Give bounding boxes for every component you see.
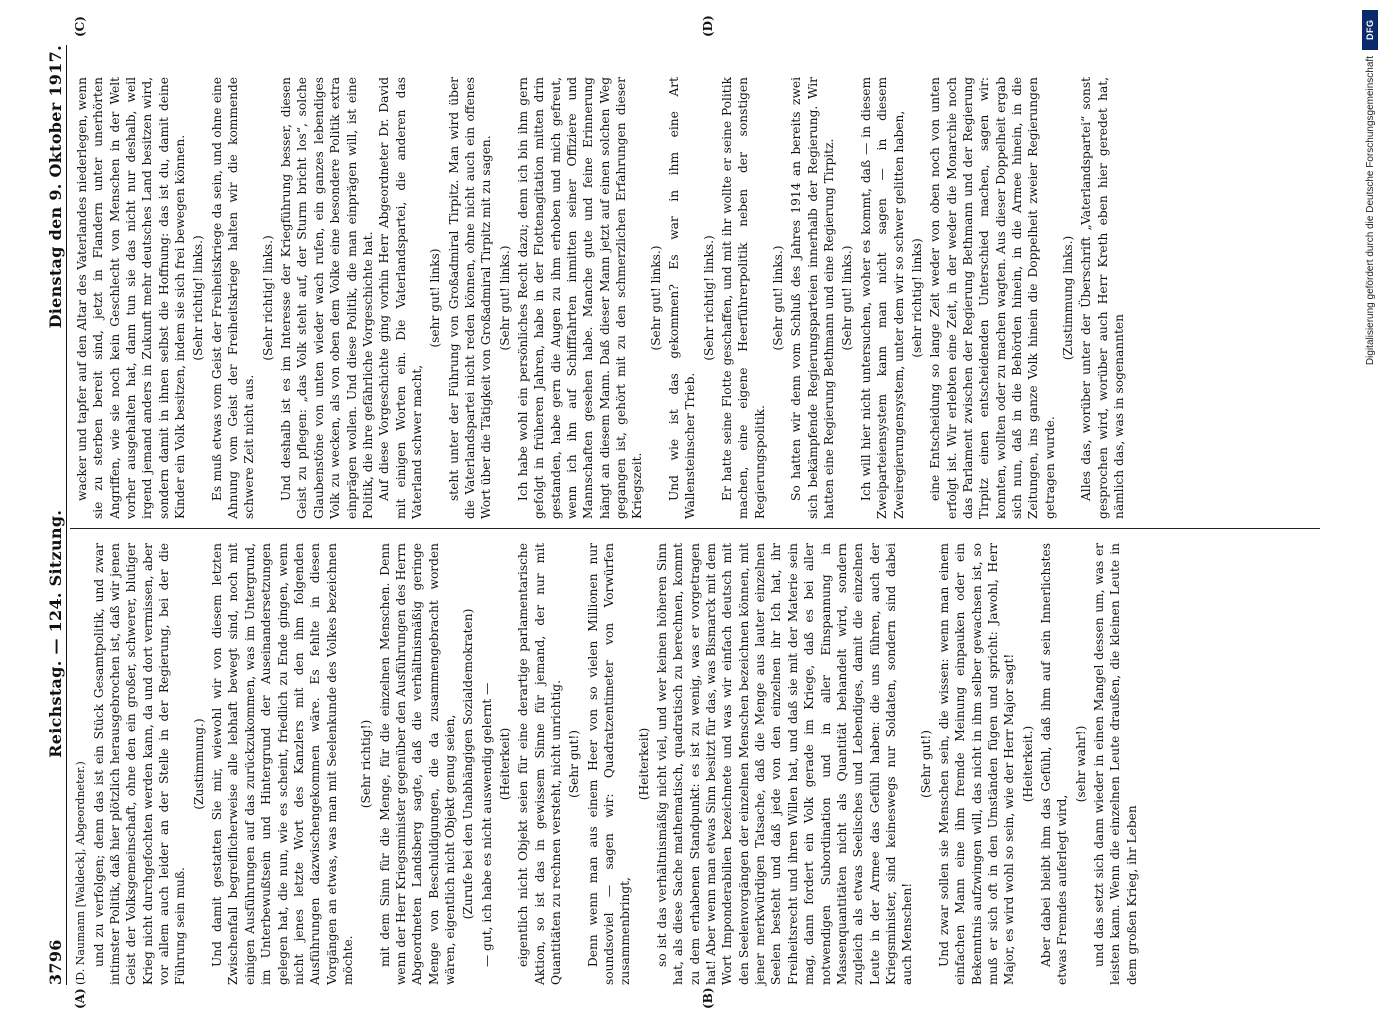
right-column — [74, 77, 1127, 519]
text-paragraph: Ich habe wohl ein persönliches Recht dazu; denn ich bin ihm gern gefolgt in früheren Jahren, habe in der Flottenagitation mitten drin gestanden, habe gern die Augen zu ihm erhoben und mich gefreut, wenn ich ihn auf Schifffahrten inmitten seiner Offiziere und Mannschaften gesehen habe. Manche gute und feine Erinnerung hängt an diesem Mann. Daß dieser Mann jetzt auf einen solchen Weg gegangen ist, gehört mit zu den schmerzlichen Erfahrungen dieser Kriegszeit. — [515, 77, 646, 519]
left-column — [74, 543, 1140, 985]
text-paragraph: Alles das, worüber unter der Überschrift „Vaterlandspartei“ sonst gesprochen wird, worüber auch Herr Kreth eben hier geredet hat, nämlich das, was in sogenannten — [1078, 77, 1127, 519]
reaction-note: (Sehr gut! links.) — [648, 77, 664, 519]
page-header — [40, 45, 67, 985]
reaction-note: (Zurufe bei den Unabhängigen Sozialdemokraten) — [460, 543, 476, 985]
text-paragraph: Und deshalb ist es im Interesse der Kriegführung besser, diesen Geist zu pflegen: „das Volk steht auf, der Sturm bricht los“, solche Glaubenstöne von unten wieder wach rufen, ein ganzes lebendiges Volk zu wecken, als von oben dem Volke eine besondere Politik extra einprägen wollen. Und diese Politik, die man einprägen will, ist eine Politik, die ihre gefährliche Vorgeschichte hat. — [278, 77, 376, 519]
text-paragraph: Und wie ist das gekommen? Es war in ihm eine Art Wallensteinscher Trieb. — [666, 77, 699, 519]
text-paragraph: eine Entscheidung so lange Zeit weder von oben noch von unten erfolgt ist. Wir erlebten eine Zeit, in der weder die Monarchie noch das Parlament zwischen der Regierung Bethmann und der Regierung Tirpitz einen entscheidenden Unterschied machen, sagen wir: konnten, wollten oder zu machen wagten. Aus dieser Doppelheit ergab sich nun, daß in die Behörden hinein, in die Armee hinein, in die Zeitungen, ins ganze Volk hinein die Doppelheit zweier Regierungen getragen wurde. — [927, 77, 1058, 519]
side-credit — [1361, 10, 1379, 990]
reaction-note: (sehr wahr!) — [1073, 543, 1089, 985]
text-paragraph: und zu verfolgen; denn das ist ein Stück Gesamtpolitik, und zwar intimster Politik, daß hier plötzlich herausgebrochen ist, daß wir jenen Geist der Volksgemeinschaft, ohne den ein großer, schwerer, blutiger Krieg nicht durchgefochten werden kann, da und dort vermissen, aber vor allem auch leider an der Stelle in der Regierung, bei der die Führung sein muß. — [91, 543, 189, 985]
reaction-note: (Sehr gut! links.) — [497, 77, 513, 519]
speaker-line: (D. Naumann [Waldeck], Abgeordneter.) — [74, 543, 89, 985]
reaction-note: (Sehr gut! links.) — [839, 77, 855, 519]
reaction-note: (Heiterkeit) — [497, 543, 513, 985]
margin-mark-d: (D) — [700, 15, 716, 37]
margin-mark-c: (C) — [72, 16, 88, 37]
reaction-note: (Heiterkeit) — [636, 543, 652, 985]
reaction-note: (Sehr gut!) — [566, 543, 582, 985]
page-number: 3796 — [45, 939, 66, 985]
reaction-note: (sehr gut! links) — [427, 77, 443, 519]
dfg-logo: DFG — [1362, 10, 1378, 50]
reaction-note: (Zustimmung.) — [191, 543, 207, 985]
text-paragraph: so ist das verhältnismäßig nicht viel, und wer keinen höheren Sinn hat, als diese Sache mathematisch, quadratisch zu berechnen, kommt zu dem erhabenen Standpunkt: es ist zu wenig, was er vorgetragen hat! Aber wenn man etwas Sinn besitzt für das, was Bismarck mit dem Wort Imponderabilien bezeichnete und was wir einfach deutsch mit den Seelenvorgängen der einzelnen Menschen bezeichnen können, mit jener merkwürdigen Tatsache, daß die Menge aus lauter einzelnen Seelen besteht und daß jede von den einzelnen ihr Ich hat, ihr Freiheitsrecht und ihren Willen hat, und daß sie mit der Materie sein mag, dann fordert ein Volk gerade im Kriege, daß es bei aller notwendigen Subordination und in aller Einspannung in Massenquantitäten nicht als Quantität behandelt wird, sondern zugleich als etwas Seelisches und Lebendiges, damit die einzelnen Leute in der Armee das Gefühl haben: die uns führen, auch der Kriegsminister, sind keineswegs nur Soldaten, sondern sind dabei auch Menschen! — [654, 543, 916, 985]
text-paragraph: So hatten wir denn vom Schluß des Jahres 1914 an bereits zwei sich bekämpfende Regierungsparteien innerhalb der Regierung. Wir hatten eine Regierung Bethmann und eine Regierung Tirpitz. — [788, 77, 837, 519]
reaction-note: (Sehr gut!) — [918, 543, 934, 985]
reaction-note: (Sehr richtig!) — [358, 543, 374, 985]
text-paragraph: — gut, ich habe es nicht auswendig gelernt — — [479, 543, 495, 985]
margin-mark-a: (A) — [72, 988, 88, 1009]
reaction-note: (Heiterkeit.) — [1020, 543, 1036, 985]
column-divider — [70, 528, 1320, 529]
margin-mark-b: (B) — [700, 988, 716, 1009]
text-paragraph: Er hatte seine Flotte geschaffen, und mit ihr wollte er seine Politik machen, eine eigene Heerführerpolitik neben der sonstigen Regierungspolitik. — [719, 77, 768, 519]
text-paragraph: mit dem Sinn für die Menge, für die einzelnen Menschen. Denn wenn der Herr Kriegsminister gegenüber den Ausführungen des Herrn Abgeordneten Landsberg sagte, daß die verhältnismäßig geringe Menge von Beschuldigungen, die da zusammengebracht worden wären, eigentlich nicht Objekt genug seien, — [377, 543, 459, 985]
text-paragraph: wacker und tapfer auf den Altar des Vaterlandes niederlegen, wenn sie zu sterben bereit sind, jetzt in Flandern unter unerhörten Angriffen, wie sie noch kein Geschlecht von Menschen in der Welt vorher ausgehalten hat, dann tun sie das nicht nur deshalb, weil irgend jemand anders in Zukunft mehr deutsches Land besitzen wird, sondern damit in ihnen selbst die Hoffnung: das ist du, damit deine Kinder ein Volk besitzen, indem sie sich frei bewegen können. — [74, 77, 188, 519]
text-paragraph: Aber dabei bleibt ihm das Gefühl, daß ihm auf sein Innerlichstes etwas Fremdes auferlegt wird, — [1038, 543, 1071, 985]
reaction-note: (Sehr richtig! links.) — [190, 77, 206, 519]
reaction-note: (Sehr richtig! links.) — [260, 77, 276, 519]
text-paragraph: und das setzt sich dann wieder in einen Mangel dessen um, was er leisten kann. Wenn die einzelnen Leute draußen, die kleinen Leute in dem großen Krieg, ihr Leben — [1091, 543, 1140, 985]
text-paragraph: eigentlich nicht Objekt seien für eine derartige parlamentarische Aktion, so ist das in gewissem Sinne für jemand, der nur mit Quantitäten zu rechnen versteht, nicht unrichtig. — [515, 543, 564, 985]
text-paragraph: Und damit gestatten Sie mir, wiewohl wir von diesem letzten Zwischenfall begreiflicherweise alle lebhaft bewegt sind, noch mit einigen Ausführungen auf das zurückzukommen, was im Untergrund, im Unterbewußtsein und Hintergrund der Auseinandersetzungen gelegen hat, die nun, wie es scheint, friedlich zu Ende gingen, wenn nicht jenes letzte Wort des Kanzlers mit den ihm folgenden Ausführungen dazwischengekommen wäre. Es fehlte in diesen Vorgängen an etwas, was man mit Seelenkunde des Volkes bezeichnen möchte. — [209, 543, 356, 985]
reaction-note: (Sehr gut! links.) — [770, 77, 786, 519]
text-paragraph: Ich will hier nicht untersuchen, woher es kommt, daß — in diesem Zweiparteiensystem kann man nicht sagen — in diesem Zweiregierungensystem, unter dem wir so schwer gelitten haben, — [858, 77, 907, 519]
digitization-credit: Digitalisierung gefördert durch die Deutsche Forschungsgemeinschaft — [1365, 56, 1376, 365]
text-paragraph: Denn wenn man aus einem Heer von so vielen Millionen nur soundsoviel — sagen wir: Quadratzentimeter von Vorwürfen zusammenbringt, — [585, 543, 634, 985]
text-paragraph: steht unter der Führung von Großadmiral Tirpitz. Man wird über die Vaterlandspartei nicht reden können, ohne nicht auch ein offenes Wort über die Tätigkeit von Großadmiral Tirpitz mit zu sagen. — [446, 77, 495, 519]
text-paragraph: Und zwar sollen sie Menschen sein, die wissen: wenn man einem einfachen Mann eine ihm fremde Meinung einpauken oder ein Bekenntnis aufzwingen will, das nicht in ihm selber gewachsen ist, so muß er sich oft in den Umständen fügen und spricht: Jawohl, Herr Major, es wird wohl so sein, wie der Herr Major sagt! — [936, 543, 1018, 985]
reaction-note: (Sehr richtig! links.) — [701, 77, 717, 519]
reaction-note: (sehr richtig! links) — [909, 77, 925, 519]
text-paragraph: Es muß etwas vom Geist der Freiheitskriege da sein, und ohne eine Ahnung vom Geist der Freiheitskriege halten wir die kommende schwere Zeit nicht aus. — [209, 77, 258, 519]
newspaper-page — [40, 45, 1330, 985]
reaction-note: (Zustimmung links.) — [1060, 77, 1076, 519]
header-date: Dienstag den 9. Oktober 1917. — [45, 45, 66, 328]
header-session-title: Reichstag. — 124. Sitzung. — [45, 510, 66, 758]
text-paragraph: Auf diese Vorgeschichte ging vorhin Herr Abgeordneter Dr. David mit einigen Worten ein. Die Vaterlandspartei, die anderen das Vaterland schwer macht, — [376, 77, 425, 519]
